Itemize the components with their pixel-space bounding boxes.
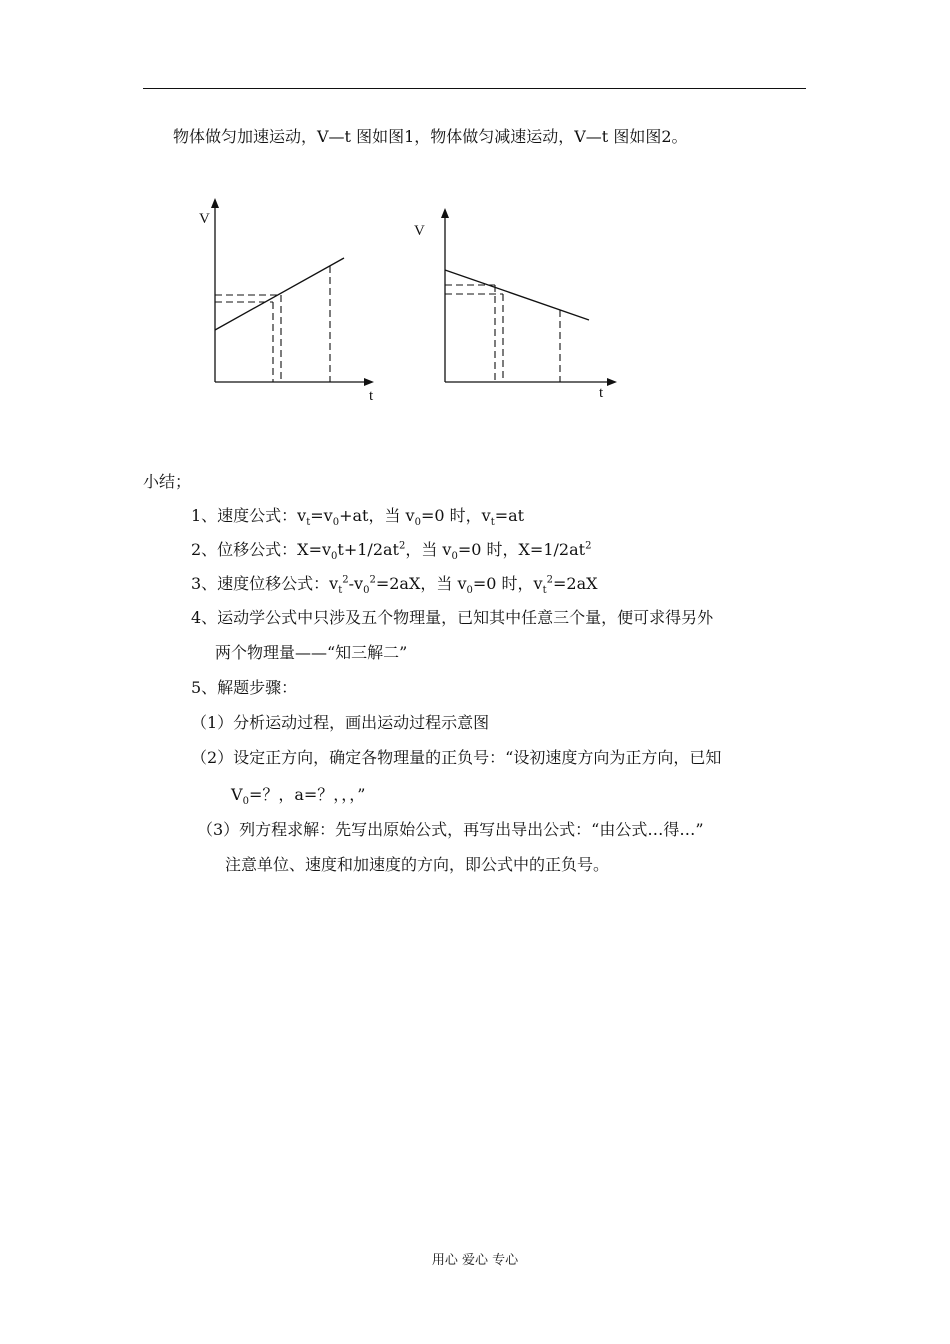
figure-1-accelerating xyxy=(199,198,374,404)
intro-text: 物体做匀加速运动，V—t 图如图1，物体做匀减速运动，V—t 图如图2。 xyxy=(173,127,688,146)
fig2-v-axis-arrow xyxy=(441,208,449,218)
step3-line1: （3）列方程求解：先写出原始公式，再写出导出公式：“由公式…得…” xyxy=(197,820,704,839)
step1: （1）分析运动过程，画出运动过程示意图 xyxy=(191,713,490,732)
figure-2-decelerating xyxy=(414,208,617,401)
fig1-t-axis-arrow xyxy=(364,378,374,386)
formula-velocity-displacement: 3、速度位移公式：$v_t^2-v_0^2=2aX$，当 $v_0=0$ 时，$v_t^2=2aX$ xyxy=(191,574,598,597)
step3-line2: 注意单位、速度和加速度的方向，即公式中的正负号。 xyxy=(225,855,610,874)
fig1-v-label: V xyxy=(199,211,210,227)
item4-line1: 4、运动学公式中只涉及五个物理量，已知其中任意三个量，便可求得另外 xyxy=(191,608,714,627)
footer-text: 用心 爱心 专心 xyxy=(431,1253,519,1268)
fig2-t-axis-arrow xyxy=(607,378,617,386)
fig1-t-label: t xyxy=(369,388,374,404)
fig2-t-label: t xyxy=(599,385,604,401)
item4-line2: 两个物理量——“知三解二” xyxy=(215,643,408,662)
vt-diagrams xyxy=(185,190,645,419)
item5-steps-heading: 5、解题步骤： xyxy=(191,678,298,697)
fig2-v-label: V xyxy=(414,223,425,239)
fig1-velocity-line xyxy=(215,258,344,330)
summary-heading: 小结； xyxy=(143,472,192,491)
fig1-v-axis-arrow xyxy=(211,198,219,208)
formula-displacement: 2、位移公式：$X=v_0t+1/2at^2$，当 $v_0=0$ 时，$X=1/2at^2$ xyxy=(191,540,592,563)
step2-line1: （2）设定正方向，确定各物理量的正负号：“设初速度方向为正方向，已知 xyxy=(191,748,722,767)
step2-line2: $V_0=$？，a=？，，，” xyxy=(231,785,366,808)
header-rule xyxy=(143,88,806,89)
formula-velocity: 1、速度公式：$v_t=v_0+at$，当 $v_0=0$ 时，$v_t=at$ xyxy=(191,506,525,529)
vt-graphs-svg xyxy=(185,190,645,415)
fig2-velocity-line xyxy=(445,270,589,320)
